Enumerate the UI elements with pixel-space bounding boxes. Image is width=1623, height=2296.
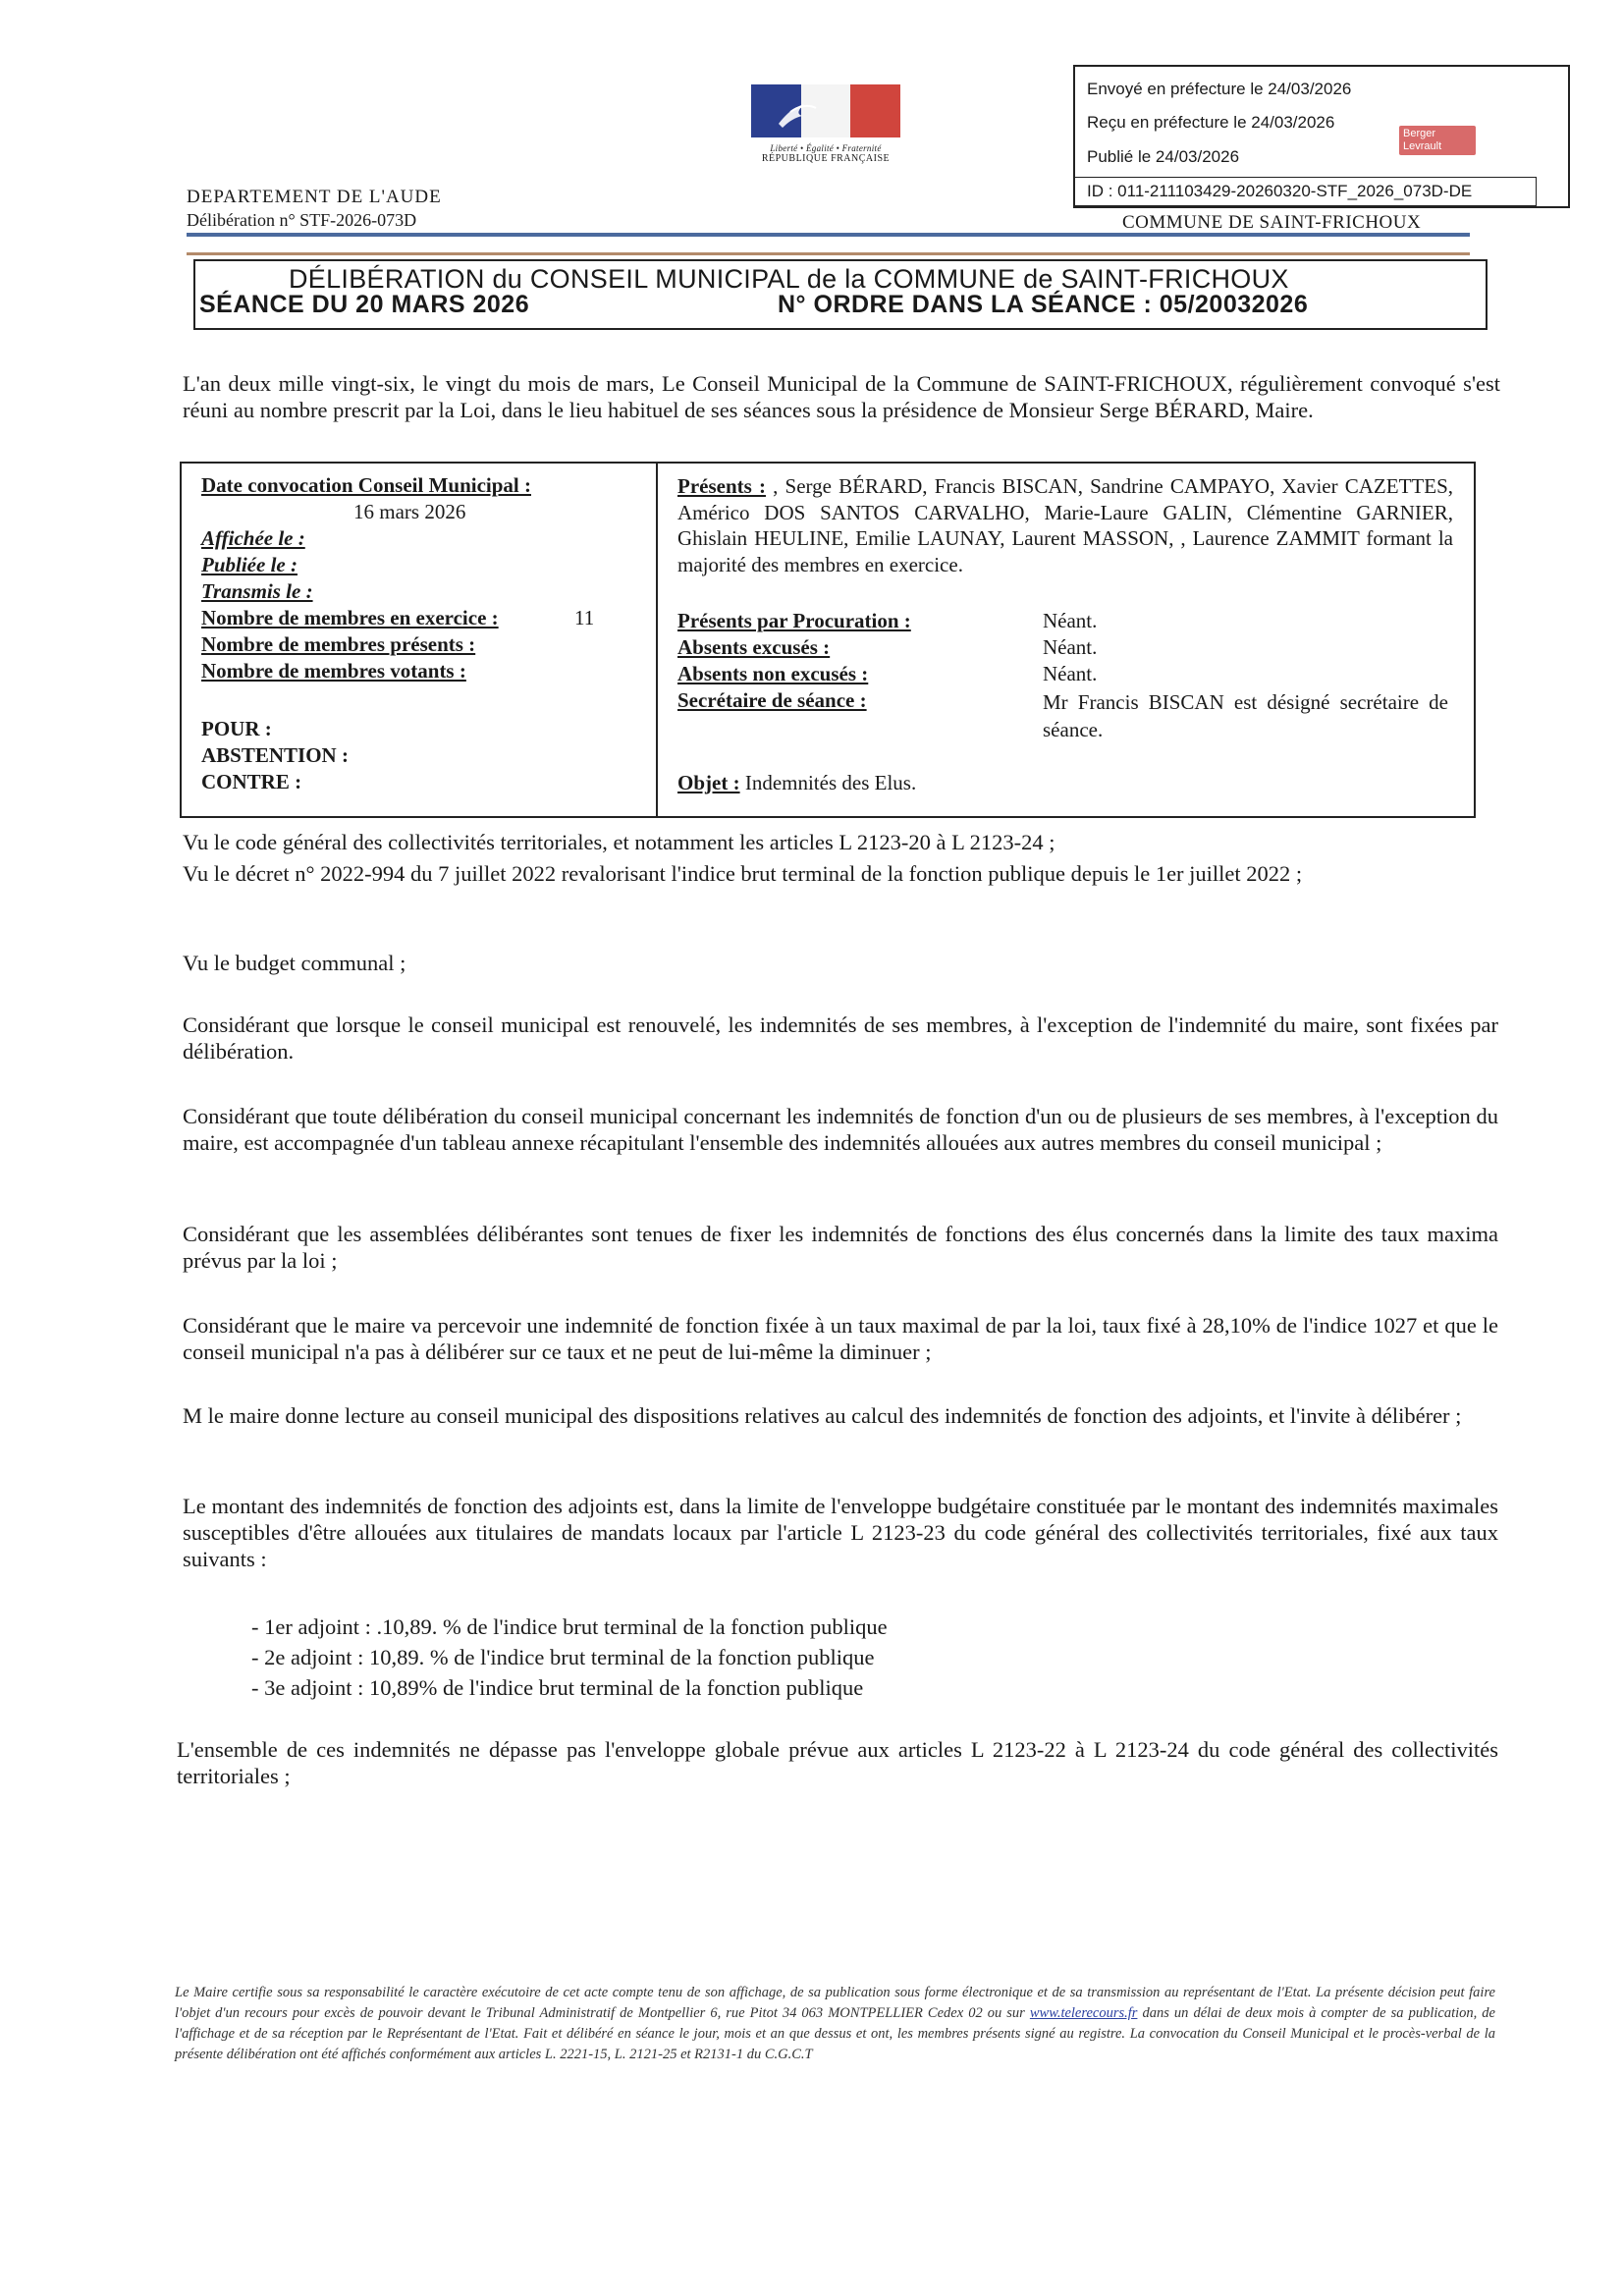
- list-item: - 2e adjoint : 10,89. % de l'indice brut terminal de la fonction publique: [251, 1645, 875, 1669]
- label-abstention: ABSTENTION :: [201, 743, 349, 767]
- value-date-convocation: 16 mars 2026: [353, 500, 466, 523]
- label-secretaire: Secrétaire de séance :: [677, 688, 867, 712]
- value-absents-excuses: Néant.: [1043, 635, 1098, 659]
- maire-lecture: M le maire donne lecture au conseil municipal des dispositions relatives au calcul des indemnités de fonction des adjoints, et l'invite à délibérer ;: [183, 1403, 1462, 1428]
- objet-block: [677, 771, 916, 795]
- label-transmis: Transmis le :: [201, 579, 313, 603]
- prefecture-stamp: [1073, 65, 1570, 208]
- berger-levrault-logo: Berger Levrault: [1399, 126, 1476, 155]
- label-absents-excuses: Absents excusés :: [677, 635, 831, 659]
- table-divider: [656, 464, 658, 816]
- label-absents-non-excuses: Absents non excusés :: [677, 662, 869, 685]
- value-presents: , Serge BÉRARD, Francis BISCAN, Sandrine CAMPAYO, Xavier CAZETTES, Américo DOS SANTOS CARVALHO, Marie-Laure GALIN, Clémentine GARNIER, Ghislain HEULINE, Emilie LAUNAY, Laurent MASSON, , Laurence ZAMMIT formant la majorité des membres en exercice.: [677, 474, 1454, 576]
- vu-code-general: Vu le code général des collectivités territoriales, et notamment les articles L 2123-20 à L 2123-24 ;: [183, 830, 1055, 854]
- label-pour: POUR :: [201, 717, 272, 740]
- session-info-table: [180, 462, 1476, 818]
- vu-decret: Vu le décret n° 2022-994 du 7 juillet 2022 revalorisant l'indice brut terminal de la fonction publique depuis le 1er juillet 2022 ;: [183, 861, 1303, 886]
- ordre-seance: N° ORDRE DANS LA SÉANCE : 05/20032026: [778, 291, 1309, 318]
- value-objet: Indemnités des Elus.: [744, 771, 917, 794]
- label-objet: Objet :: [677, 771, 740, 794]
- stamp-recu: Reçu en préfecture le 24/03/2026: [1087, 113, 1335, 132]
- stamp-envoye: Envoyé en préfecture le 24/03/2026: [1087, 80, 1352, 98]
- adjoints-list: [251, 1612, 888, 1703]
- header-rule-blue: [187, 233, 1470, 237]
- logo-republic: RÉPUBLIQUE FRANÇAISE: [761, 153, 891, 164]
- intro-paragraph: L'an deux mille vingt-six, le vingt du mois de mars, Le Conseil Municipal de la Commune de SAINT-FRICHOUX, régulièrement convoqué s'est réuni au nombre prescrit par la Loi, dans le lieu habituel de ses séances sous la présidence de Monsieur Serge BÉRARD, Maire.: [183, 371, 1500, 422]
- label-contre: CONTRE :: [201, 770, 302, 793]
- footer-text-2: dans un délai de deux mois à compter de sa publication, de l'affichage et de sa réception par le Représentant de l'Etat. Fait et délibéré en séance le jour, mois et an que dessus et ont, les membres présents signé au registre. La convocation du Conseil Municipal et le procès-verbal de la présente délibération ont été affichés conformément aux articles L. 2221-15, L. 2121-25 et R2131-1 du C.G.C.T: [175, 2005, 1495, 2062]
- marianne-icon: [769, 94, 828, 130]
- considerant-4: Considérant que le maire va percevoir une indemnité de fonction fixée à un taux maximal de par la loi, taux fixé à 28,10% de l'indice 1027 et que le conseil municipal n'a pas à délibérer sur ce taux et ne peut de lui-même la diminuer ;: [183, 1313, 1498, 1364]
- value-membres-exercice: 11: [574, 606, 595, 629]
- legal-footer: [175, 1983, 1495, 2065]
- presents-block: [677, 473, 1453, 577]
- deliberation-number: Délibération n° STF-2026-073D: [187, 210, 417, 230]
- stamp-id: ID : 011-211103429-20260320-STF_2026_073D-DE: [1075, 177, 1537, 206]
- tricolor-flag: [751, 84, 900, 137]
- commune-name: COMMUNE DE SAINT-FRICHOUX: [1122, 212, 1422, 233]
- vu-budget: Vu le budget communal ;: [183, 951, 406, 975]
- deliberation-title: DÉLIBÉRATION du CONSEIL MUNICIPAL de la COMMUNE de SAINT-FRICHOUX: [289, 264, 1289, 294]
- stamp-publie: Publié le 24/03/2026: [1087, 147, 1240, 166]
- value-absents-non-excuses: Néant.: [1043, 662, 1098, 685]
- label-procuration: Présents par Procuration :: [677, 609, 911, 632]
- title-box: [193, 259, 1488, 330]
- label-presents: Présents :: [677, 474, 766, 498]
- telerecours-link[interactable]: www.telerecours.fr: [1029, 2005, 1138, 2021]
- label-membres-presents: Nombre de membres présents :: [201, 632, 476, 656]
- label-membres-votants: Nombre de membres votants :: [201, 659, 466, 683]
- seance-date: SÉANCE DU 20 MARS 2026: [199, 291, 530, 318]
- value-secretaire: Mr Francis BISCAN est désigné secrétaire de séance.: [1043, 690, 1448, 741]
- footer-text-1: Le Maire certifie sous sa responsabilité le caractère exécutoire de cet acte compte tenu de son affichage, de sa publication sous forme électronique et de sa transmission au représentant de l'Etat. La présente décision peut faire l'objet d'un recours pour excès de pouvoir devant le Tribunal Administratif de Montpellier 6, rue Pitot 34 063 MONTPELLIER Cedex 02 ou sur: [175, 1985, 1495, 2021]
- label-membres-exercice: Nombre de membres en exercice :: [201, 606, 499, 629]
- label-affichee: Affichée le :: [201, 526, 305, 550]
- label-publiee: Publiée le :: [201, 553, 298, 576]
- department-name: DEPARTEMENT DE L'AUDE: [187, 187, 442, 207]
- label-date-convocation: Date convocation Conseil Municipal :: [201, 473, 531, 497]
- republique-francaise-logo: [751, 84, 900, 164]
- list-item: - 1er adjoint : .10,89. % de l'indice brut terminal de la fonction publique: [251, 1614, 888, 1639]
- considerant-3: Considérant que les assemblées délibérantes sont tenues de fixer les indemnités de fonctions des élus concernés dans la limite des taux maxima prévus par la loi ;: [183, 1222, 1498, 1273]
- value-procuration: Néant.: [1043, 609, 1098, 632]
- logo-motto: Liberté • Égalité • Fraternité: [770, 143, 882, 153]
- considerant-2: Considérant que toute délibération du conseil municipal concernant les indemnités de fonction d'un ou de plusieurs de ses membres, à l'exception du maire, est accompagnée d'un tableau annexe récapitulant l'ensemble des indemnités allouées aux autres membres du conseil municipal ;: [183, 1104, 1498, 1155]
- montant-indemnites: Le montant des indemnités de fonction des adjoints est, dans la limite de l'enveloppe budgétaire constituée par le montant des indemnités maximales susceptibles d'être allouées aux titulaires de mandats locaux par l'article L 2123-23 du code général des collectivités territoriales, fixé aux taux suivants :: [183, 1494, 1498, 1571]
- header-rule-brown: [187, 252, 1470, 255]
- considerant-1: Considérant que lorsque le conseil municipal est renouvelé, les indemnités de ses membres, à l'exception de l'indemnité du maire, sont fixées par délibération.: [183, 1012, 1498, 1064]
- ensemble-indemnites: L'ensemble de ces indemnités ne dépasse pas l'enveloppe globale prévue aux articles L 2123-22 à L 2123-24 du code général des collectivités territoriales ;: [177, 1737, 1498, 1788]
- list-item: - 3e adjoint : 10,89% de l'indice brut terminal de la fonction publique: [251, 1675, 864, 1700]
